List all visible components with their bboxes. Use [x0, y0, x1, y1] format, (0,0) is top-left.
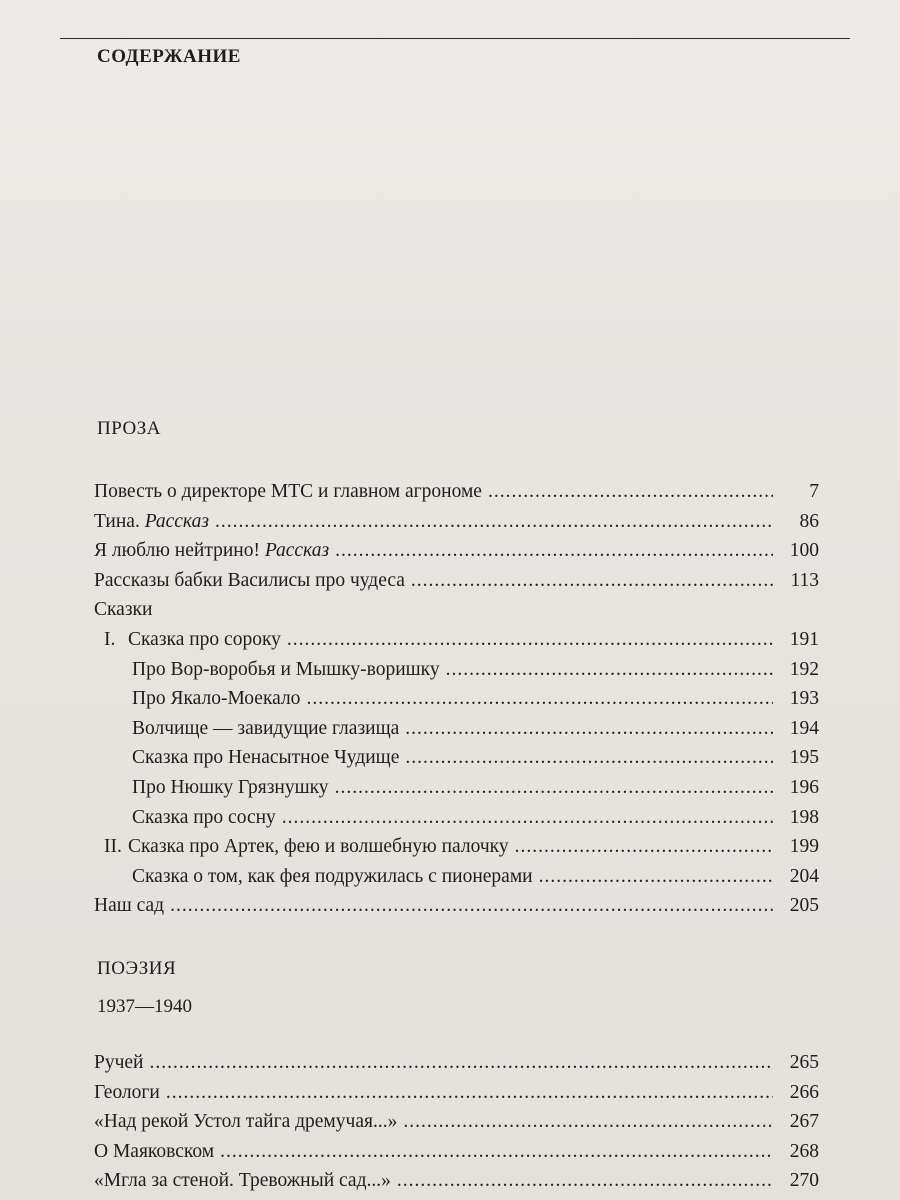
entry-title: Наш сад [94, 895, 165, 917]
entry-title: «Над рекой Устол тайга дремучая...» [94, 1111, 398, 1133]
toc-entry[interactable] [94, 832, 819, 862]
entry-title: Тина. [94, 510, 140, 532]
years-subtitle: 1937—1940 [97, 996, 192, 1017]
toc-entry[interactable] [94, 625, 819, 655]
leader-dots [446, 655, 773, 685]
entry-title: Геологи [94, 1081, 160, 1103]
page-number: 113 [790, 569, 819, 591]
toc-entry[interactable] [94, 803, 819, 833]
leader-dots [215, 507, 773, 537]
page-number: 205 [789, 895, 819, 917]
entry-genre: Рассказ [264, 540, 330, 562]
top-rule [60, 38, 850, 39]
entry-title: Про Нюшку Грязнушку [132, 776, 329, 798]
leader-dots [170, 891, 773, 921]
roman-numeral: II. [104, 836, 122, 858]
section-title-poetry: ПОЭЗИЯ [97, 958, 177, 979]
entry-title: Сказка про Артек, фею и волшебную палочку [128, 836, 509, 858]
toc-entry[interactable] [94, 1107, 819, 1137]
entry-title: Ручей [94, 1052, 144, 1073]
toc-entry[interactable] [94, 862, 819, 892]
leader-dots [411, 566, 773, 596]
toc-entry[interactable] [94, 1166, 819, 1196]
leader-dots [405, 743, 773, 773]
page-number: 265 [789, 1052, 819, 1073]
toc-entry[interactable] [94, 566, 819, 596]
page-number: 267 [789, 1111, 819, 1133]
toc-prose [94, 477, 819, 921]
leader-dots [488, 477, 773, 507]
leader-dots [220, 1137, 773, 1167]
toc-entry[interactable] [94, 1048, 819, 1078]
toc-entry-group[interactable] [94, 595, 819, 625]
entry-title: Повесть о директоре МТС и главном агрономе [94, 481, 482, 502]
toc-entry[interactable] [94, 1137, 819, 1167]
entry-genre: Рассказ [144, 510, 209, 532]
entry-title: Сказка о том, как фея подружилась с пионерами [132, 865, 533, 887]
page-number: 192 [789, 658, 819, 680]
page-number: 196 [789, 776, 819, 798]
entry-title: Сказка про сосну [132, 806, 276, 828]
leader-dots [397, 1166, 773, 1196]
toc-entry[interactable] [94, 684, 819, 714]
leader-dots [335, 773, 773, 803]
page-number: 199 [789, 836, 819, 858]
leader-dots [335, 536, 773, 566]
entry-title: Рассказы бабки Василисы про чудеса [94, 569, 405, 591]
page-number: 204 [789, 865, 819, 887]
leader-dots [515, 832, 773, 862]
page-number: 194 [789, 717, 819, 739]
entry-title: Про Вор-воробья и Мышку-воришку [132, 658, 440, 680]
entry-title: Сказка про Ненасытное Чудище [132, 747, 400, 769]
toc-entry[interactable] [94, 891, 819, 921]
page-number: 193 [789, 688, 819, 710]
leader-dots [405, 714, 773, 744]
roman-numeral: I. [104, 628, 116, 650]
toc-poetry [94, 1048, 819, 1196]
toc-entry[interactable] [94, 477, 819, 507]
toc-entry[interactable] [94, 773, 819, 803]
entry-title: О Маяковском [94, 1140, 215, 1162]
page-number: 268 [789, 1140, 819, 1162]
section-title-prose: ПРОЗА [97, 418, 161, 439]
entry-title: Сказки [94, 599, 153, 621]
toc-entry[interactable] [94, 714, 819, 744]
leader-dots [306, 684, 773, 714]
leader-dots [287, 625, 773, 655]
page-number: 100 [789, 540, 819, 562]
page-number: 7 [809, 481, 819, 502]
leader-dots [539, 862, 773, 892]
toc-entry[interactable] [94, 655, 819, 685]
entry-title: Про Якало-Моекало [132, 688, 301, 710]
page-number: 86 [799, 510, 819, 532]
page-number: 266 [789, 1081, 819, 1103]
page-number: 195 [789, 747, 819, 769]
entry-title: Волчище — завидущие глазища [132, 717, 400, 739]
entry-title: «Мгла за стеной. Тревожный сад...» [94, 1170, 391, 1192]
page-number: 270 [789, 1170, 819, 1192]
toc-entry[interactable] [94, 536, 819, 566]
toc-entry[interactable] [94, 1078, 819, 1108]
entry-title: Я люблю нейтрино! [94, 540, 260, 562]
leader-dots [403, 1107, 773, 1137]
toc-entry[interactable] [94, 743, 819, 773]
page-number: 191 [789, 628, 819, 650]
entry-title: Сказка про сороку [128, 628, 281, 650]
toc-entry[interactable] [94, 507, 819, 537]
running-head: СОДЕРЖАНИЕ [97, 46, 241, 67]
leader-dots [150, 1048, 774, 1078]
leader-dots [166, 1078, 773, 1108]
page-number: 198 [789, 806, 819, 828]
leader-dots [282, 803, 773, 833]
